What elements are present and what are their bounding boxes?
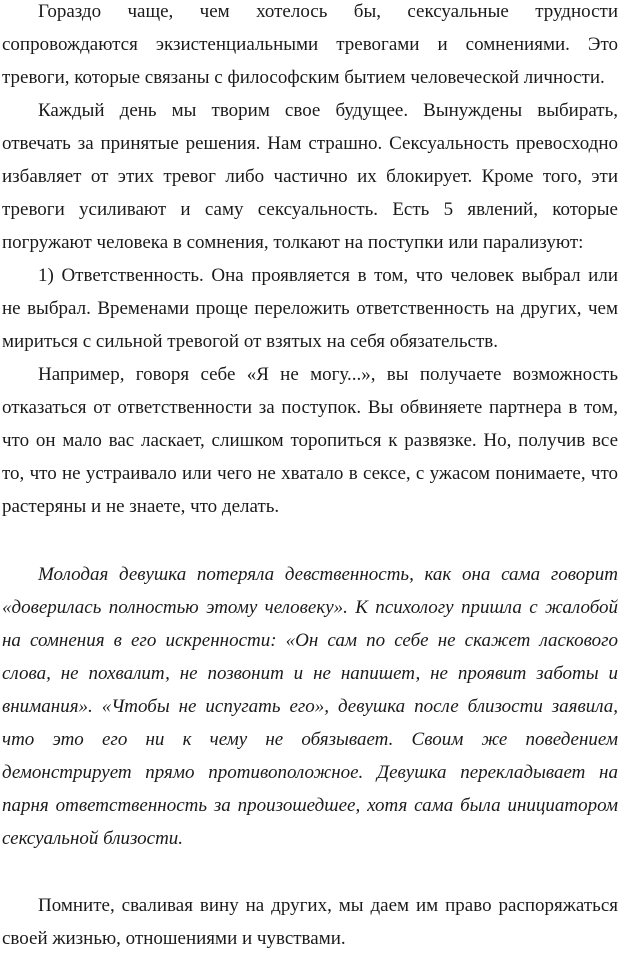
text-line: Помните, сваливая вину на других, мы даем им право распоряжаться [38,895,618,916]
text-line: Гораздо чаще, чем хотелось бы, сексуальные трудности [38,1,618,22]
text-line: на сомнения в его искренности: «Он сам по себе не скажет ласкового [2,630,618,651]
text-line: отвечать за принятые решения. Нам страшно. Сексуальность превосходно [2,133,618,154]
text-line: парня ответственность за произошедшее, хотя сама была инициатором [2,795,618,816]
text-line: что это его ни к чему не обязывает. Своим же поведением [2,729,618,750]
text-line: своей жизнью, отношениями и чувствами. [2,928,346,949]
text-line: 1) Ответственность. Она проявляется в том, что человек выбрал или [38,265,618,286]
text-line: что он мало вас ласкает, слишком торопиться к развязке. Но, получив все [2,430,618,451]
text-line: мириться с сильной тревогой от взятых на себя обязательств. [2,331,499,352]
text-line: внимания». «Чтобы не испугать его», девушка после близости заявила, [2,696,618,717]
text-line: тревоги, которые связаны с философским бытием человеческой личности. [2,67,605,88]
text-line: растеряны и не знаете, что делать. [2,496,280,517]
text-line: демонстрирует прямо противоположное. Девушка перекладывает на [2,762,618,783]
text-line: Каждый день мы творим свое будущее. Вынуждены выбирать, [38,100,618,121]
text-line: сексуальной близости. [2,828,184,849]
text-line: погружают человека в сомнения, толкают на поступки или парализуют: [2,232,584,253]
text-line: Молодая девушка потеряла девственность, как она сама говорит [38,564,618,585]
text-line: отказаться от ответственности за поступок. Вы обвиняете партнера в том, [2,397,618,418]
text-line: избавляет от этих тревог либо частично их блокирует. Кроме того, эти [2,166,618,187]
text-line: не выбрал. Временами проще переложить ответственность на других, чем [2,298,618,319]
text-line: «доверилась полностью этому человеку». К психологу пришла с жалобой [2,597,618,618]
text-line: слова, не похвалит, не позвонит и не напишет, не проявит заботы и [2,663,618,684]
text-line: сопровождаются экзистенциальными тревогами и сомнениями. Это [2,34,618,55]
text-line: тревоги усиливают и саму сексуальность. Есть 5 явлений, которые [2,199,618,220]
text-line: Например, говоря себе «Я не могу...», вы получаете возможность [38,364,618,385]
text-line: то, что не устраивало или чего не хватало в сексе, с ужасом понимаете, что [2,463,618,484]
